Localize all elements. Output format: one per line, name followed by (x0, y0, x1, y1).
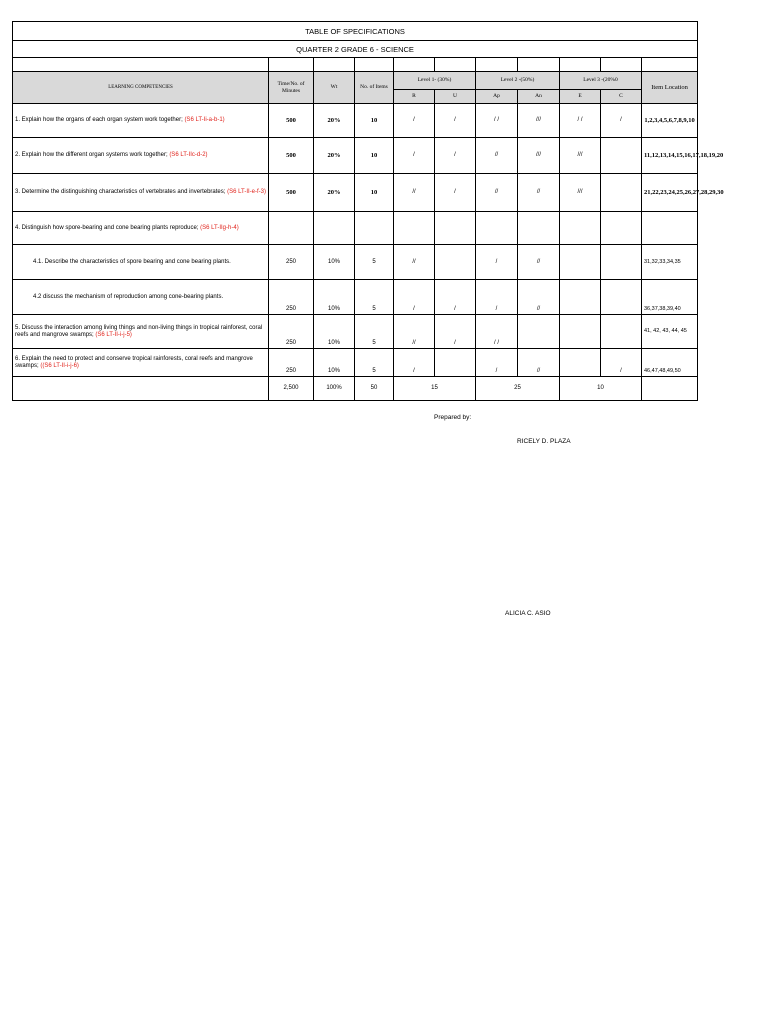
header-an: An (518, 90, 560, 104)
wt-cell: 20% (314, 174, 355, 212)
header-items: No. of Items (355, 72, 394, 104)
u-cell: / (435, 280, 476, 315)
total-items: 50 (355, 377, 394, 401)
table-row (13, 349, 698, 377)
c-cell (601, 174, 642, 212)
items-cell: 5 (355, 280, 394, 315)
competency-code: (S6 LT-Ii-a-b-1) (184, 117, 225, 123)
ap-cell: / / (476, 104, 518, 138)
wt-cell: 10% (314, 349, 355, 377)
ap-cell: // (476, 174, 518, 212)
time-cell: 250 (269, 245, 314, 280)
wt-cell: 10% (314, 280, 355, 315)
wt-cell: 10% (314, 315, 355, 349)
total-wt: 100% (314, 377, 355, 401)
r-cell: / (394, 138, 435, 174)
an-cell: /// (518, 138, 560, 174)
time-cell: 250 (269, 315, 314, 349)
competency-text: 5. Discuss the interaction among living things and non-living things in tropical rainforest, coral reefs and mangrove swamps; (15, 324, 263, 338)
blank-row (13, 58, 698, 72)
u-cell: / (435, 104, 476, 138)
c-cell (601, 138, 642, 174)
u-cell: / (435, 174, 476, 212)
r-cell: / (394, 280, 435, 315)
e-cell (560, 245, 601, 280)
header-time: Time/No. of Minutes (269, 72, 314, 104)
c-cell (601, 280, 642, 315)
location-cell: 41, 42, 43, 44, 45 (642, 315, 698, 349)
competency-text: 6. Explain the need to protect and conserve tropical rainforests, coral reefs and mangrove swamps; (15, 355, 253, 369)
e-cell: /// (560, 174, 601, 212)
competency-text: 2. Explain how the different organ systems work together; (15, 152, 170, 158)
header-competencies: LEARNING COMPETENCIES (13, 72, 269, 104)
competency-code: ((S6 LT-II-i-j-6) (40, 362, 79, 369)
table-row (13, 212, 698, 245)
competency-cell (13, 212, 269, 245)
items-cell: 5 (355, 245, 394, 280)
prepared-by-label: Prepared by: (434, 414, 472, 421)
location-cell: 46,47,48,49,50 (642, 349, 698, 377)
header-c: C (601, 90, 642, 104)
u-cell (435, 245, 476, 280)
c-cell: / (601, 349, 642, 377)
table-of-specifications (12, 21, 724, 401)
items-cell: 10 (355, 174, 394, 212)
c-cell (601, 315, 642, 349)
table-row (13, 138, 698, 174)
preparer-name: RICELY D. PLAZA (517, 438, 571, 445)
competency-text: 4. Distinguish how spore-bearing and cone bearing plants reproduce; (15, 224, 201, 231)
an-cell: // (518, 245, 560, 280)
wt-cell: 10% (314, 245, 355, 280)
total-level3: 10 (560, 377, 642, 401)
header-level1: Level 1- (30%) (394, 72, 476, 90)
an-cell: /// (518, 104, 560, 138)
e-cell (560, 315, 601, 349)
table-title: TABLE OF SPECIFICATIONS (13, 22, 698, 41)
header-e: E (560, 90, 601, 104)
ap-cell: / (476, 349, 518, 377)
header-u: U (435, 90, 476, 104)
e-cell (560, 280, 601, 315)
competency-cell (13, 104, 269, 138)
r-cell: // (394, 174, 435, 212)
wt-cell: 20% (314, 104, 355, 138)
u-cell: / (435, 138, 476, 174)
competency-code: (S6 LT-IIc-d-2) (169, 152, 208, 158)
r-cell: / (394, 104, 435, 138)
u-cell: / (435, 315, 476, 349)
header-level3: Level 3 -(20%0 (560, 72, 642, 90)
total-level1: 15 (394, 377, 476, 401)
items-cell: 10 (355, 138, 394, 174)
wt-cell: 20% (314, 138, 355, 174)
header-wt: Wt (314, 72, 355, 104)
ap-cell: // (476, 138, 518, 174)
an-cell (518, 315, 560, 349)
competency-cell (13, 315, 269, 349)
location-cell: 21,22,23,24,25,26,27,28,29,30 (642, 174, 698, 212)
time-cell: 250 (269, 349, 314, 377)
u-cell (435, 349, 476, 377)
table-row (13, 174, 698, 212)
ap-cell: / / (476, 315, 518, 349)
an-cell: // (518, 174, 560, 212)
table-row (13, 245, 698, 280)
r-cell: // (394, 245, 435, 280)
competency-code: (S6 LT-IIg-h-4) (200, 224, 239, 231)
an-cell: // (518, 280, 560, 315)
table-row (13, 280, 698, 315)
time-cell: 250 (269, 280, 314, 315)
total-level2: 25 (476, 377, 560, 401)
header-r: R (394, 90, 435, 104)
items-cell: 5 (355, 315, 394, 349)
location-cell: 31,32,33,34,35 (642, 245, 698, 280)
table-row (13, 104, 698, 138)
competency-cell (13, 349, 269, 377)
noted-by-name: ALICIA C. ASIO (505, 610, 551, 617)
competency-cell (13, 174, 269, 212)
competency-cell (13, 280, 269, 315)
competency-text: 3. Determine the distinguishing characteristics of vertebrates and invertebrates; (15, 189, 228, 195)
total-time: 2,500 (269, 377, 314, 401)
items-cell: 5 (355, 349, 394, 377)
ap-cell: / (476, 245, 518, 280)
items-cell: 10 (355, 104, 394, 138)
competency-text: 1. Explain how the organs of each organ system work together; (15, 117, 185, 123)
time-cell: 500 (269, 104, 314, 138)
ap-cell: / (476, 280, 518, 315)
location-cell: 11,12,13,14,15,16,17,18,19,20 (642, 138, 698, 174)
e-cell: / / (560, 104, 601, 138)
competency-cell (13, 138, 269, 174)
an-cell: // (518, 349, 560, 377)
totals-row (13, 377, 698, 401)
time-cell: 500 (269, 174, 314, 212)
competency-text: 4.1. Describe the characteristics of spore bearing and cone bearing plants. (33, 258, 231, 265)
location-cell: 1,2,3,4,5,6,7,8,9,10 (642, 104, 698, 138)
table-row (13, 315, 698, 349)
c-cell: / (601, 104, 642, 138)
time-cell: 500 (269, 138, 314, 174)
competency-code: (S6 LT-II-i-j-5) (95, 331, 132, 338)
location-cell: 36,37,38,39,40 (642, 280, 698, 315)
c-cell (601, 245, 642, 280)
competency-cell (13, 245, 269, 280)
e-cell: /// (560, 138, 601, 174)
r-cell: // (394, 315, 435, 349)
e-cell (560, 349, 601, 377)
header-location: Item Location (642, 72, 698, 104)
competency-code: (S6 LT-II-e-f-3) (227, 189, 267, 195)
header-level2: Level 2 -(50%) (476, 72, 560, 90)
r-cell: / (394, 349, 435, 377)
table-subtitle: QUARTER 2 GRADE 6 - SCIENCE (13, 41, 698, 58)
competency-text: 4.2 discuss the mechanism of reproduction among cone-bearing plants. (33, 293, 224, 300)
header-ap: Ap (476, 90, 518, 104)
